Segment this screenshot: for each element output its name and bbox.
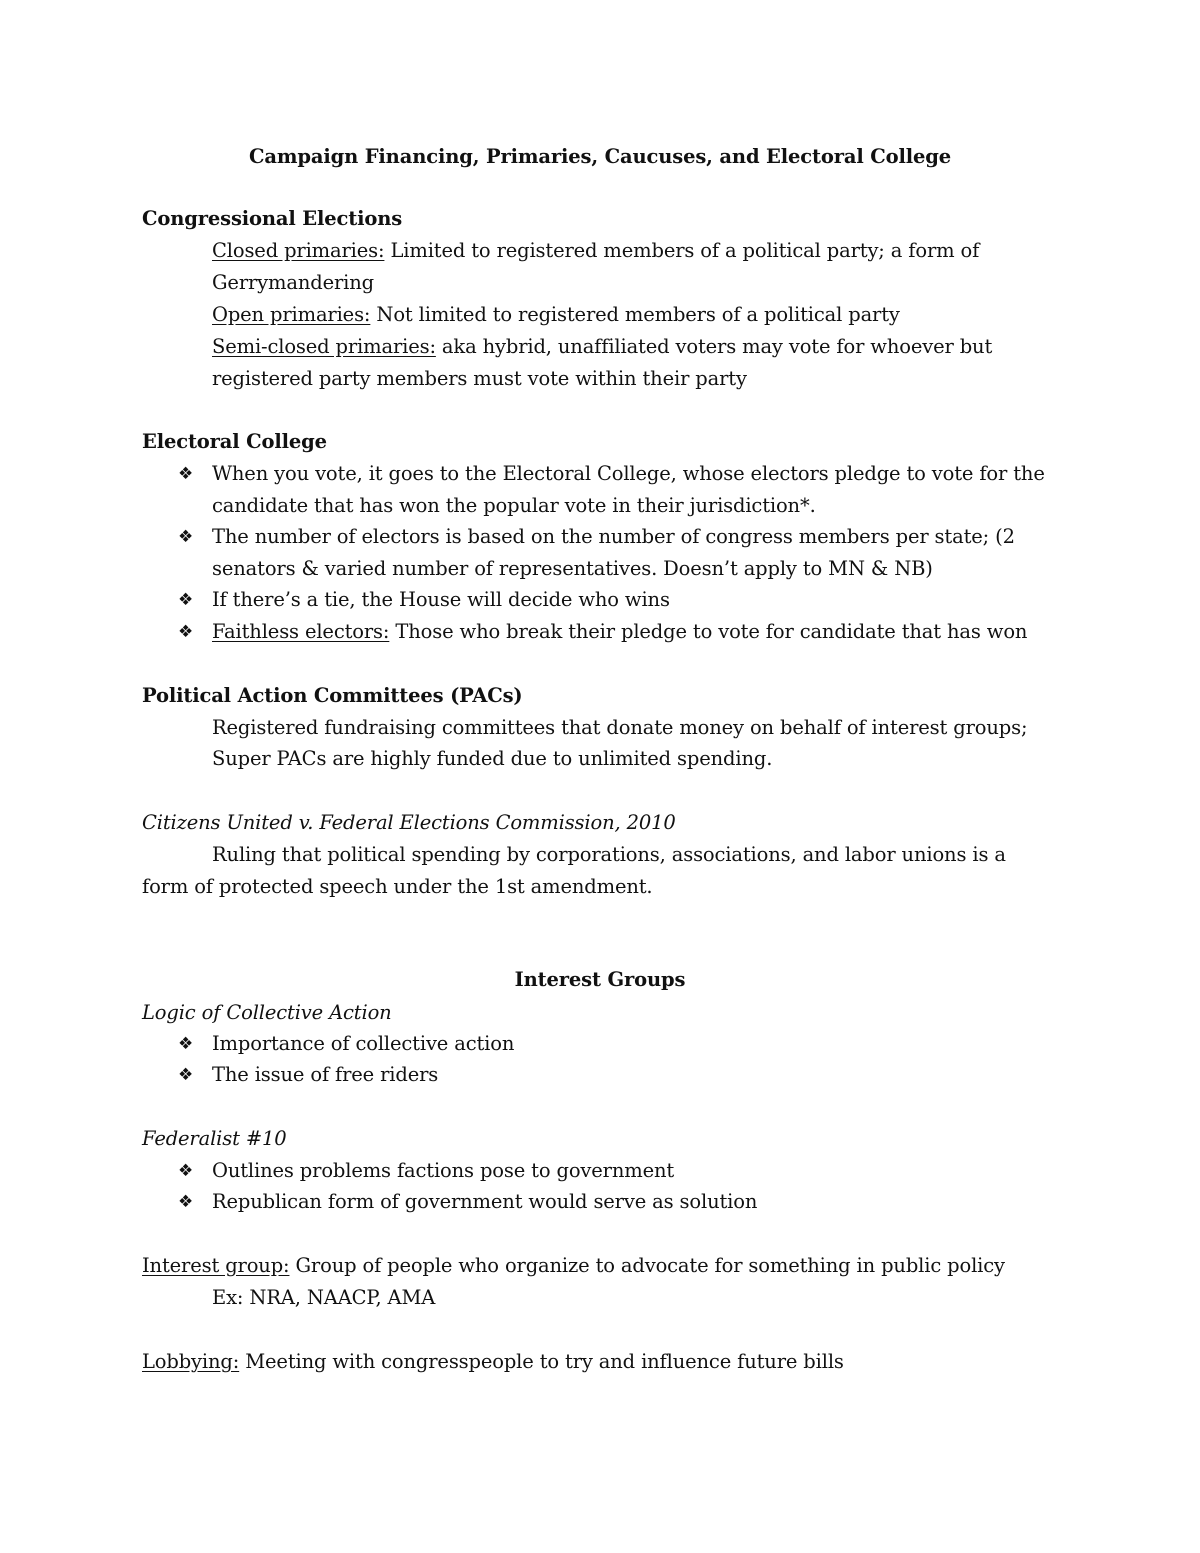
lobbying-term: Lobbying: <box>142 1350 240 1373</box>
interest-group-examples: Ex: NRA, NAACP, AMA <box>212 1286 436 1309</box>
federalist-bullet-1: Outlines problems factions pose to government <box>212 1159 675 1182</box>
citizens-united-text-line-2: form of protected speech under the 1st amendment. <box>142 875 653 898</box>
closed-primaries-text-continued: Gerrymandering <box>212 271 374 294</box>
interest-group-text: Group of people who organize to advocate for something in public policy <box>289 1254 1005 1277</box>
federalist-10-heading: Federalist #10 <box>142 1127 287 1150</box>
electoral-bullet-2-line-2: senators & varied number of representatives. Doesn’t apply to MN & NB) <box>212 557 933 580</box>
electoral-bullet-4 <box>212 620 1027 644</box>
open-primaries-definition <box>212 303 900 327</box>
open-primaries-term: Open primaries: <box>212 303 371 326</box>
diamond-bullet-icon: ❖ <box>178 1034 194 1054</box>
semi-closed-primaries-definition <box>212 335 992 359</box>
semi-closed-primaries-text-continued: registered party members must vote within their party <box>212 367 747 390</box>
logic-bullet-1: Importance of collective action <box>212 1032 515 1055</box>
diamond-bullet-icon: ❖ <box>178 590 194 610</box>
faithless-electors-term: Faithless electors: <box>212 620 390 643</box>
citizens-united-text-line-1: Ruling that political spending by corporations, associations, and labor unions is a <box>212 843 1006 866</box>
electoral-bullet-2-line-1: The number of electors is based on the number of congress members per state; (2 <box>212 525 1015 548</box>
pacs-text-line-1: Registered fundraising committees that donate money on behalf of interest groups; <box>212 716 1028 739</box>
pacs-text-line-2: Super PACs are highly funded due to unlimited spending. <box>212 747 773 770</box>
lobbying-definition <box>142 1350 844 1374</box>
interest-group-definition <box>142 1254 1005 1278</box>
logic-of-collective-action-heading: Logic of Collective Action <box>142 1001 392 1024</box>
diamond-bullet-icon: ❖ <box>178 527 194 547</box>
closed-primaries-term: Closed primaries: <box>212 239 385 262</box>
section-heading-electoral-college: Electoral College <box>142 430 327 453</box>
closed-primaries-text: Limited to registered members of a political party; a form of <box>384 239 980 262</box>
section-heading-congressional-elections: Congressional Elections <box>142 207 403 230</box>
diamond-bullet-icon: ❖ <box>178 1192 194 1212</box>
logic-bullet-2: The issue of free riders <box>212 1063 439 1086</box>
diamond-bullet-icon: ❖ <box>178 1065 194 1085</box>
electoral-bullet-1-line-1: When you vote, it goes to the Electoral College, whose electors pledge to vote for the <box>212 462 1045 485</box>
federalist-bullet-2: Republican form of government would serve as solution <box>212 1190 758 1213</box>
closed-primaries-definition <box>212 239 979 263</box>
diamond-bullet-icon: ❖ <box>178 1161 194 1181</box>
semi-closed-primaries-text: aka hybrid, unaffiliated voters may vote for whoever but <box>435 335 993 358</box>
citizens-united-case-title: Citizens United v. Federal Elections Commission, 2010 <box>142 811 676 834</box>
electoral-bullet-3: If there’s a tie, the House will decide who wins <box>212 588 670 611</box>
open-primaries-text: Not limited to registered members of a political party <box>370 303 900 326</box>
faithless-electors-text: Those who break their pledge to vote for candidate that has won <box>389 620 1028 643</box>
document-title: Campaign Financing, Primaries, Caucuses, and Electoral College <box>249 145 951 168</box>
semi-closed-primaries-term: Semi-closed primaries: <box>212 335 436 358</box>
diamond-bullet-icon: ❖ <box>178 622 194 642</box>
electoral-bullet-1-line-2: candidate that has won the popular vote in their jurisdiction*. <box>212 494 816 517</box>
section-heading-interest-groups: Interest Groups <box>514 968 686 991</box>
diamond-bullet-icon: ❖ <box>178 464 194 484</box>
interest-group-term: Interest group: <box>142 1254 290 1277</box>
section-heading-pacs: Political Action Committees (PACs) <box>142 684 523 707</box>
lobbying-text: Meeting with congresspeople to try and influence future bills <box>239 1350 844 1373</box>
